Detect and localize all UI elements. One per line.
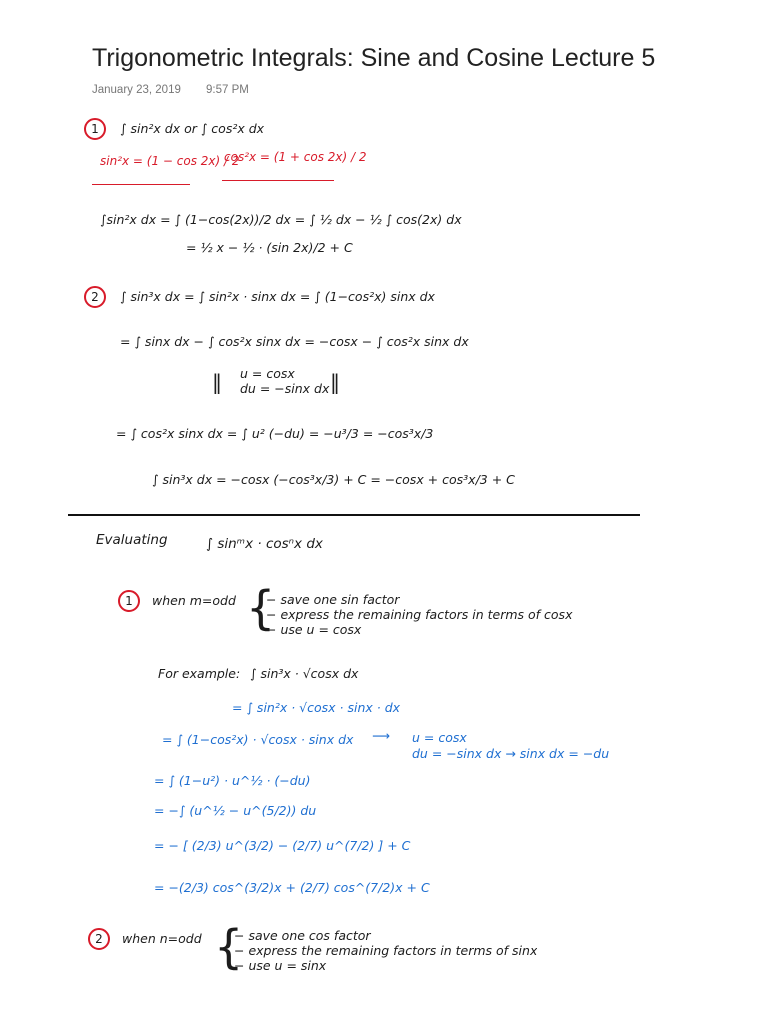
case-2-condition: when n=odd xyxy=(121,931,202,946)
case-1-brace: { xyxy=(246,581,276,635)
case-1-example-label: For example: xyxy=(158,666,241,681)
case-2-rules xyxy=(234,928,537,972)
identity-cos-underline xyxy=(222,180,334,181)
example-1-row xyxy=(84,118,264,140)
identity-sin: sin²x = (1 − cos 2x) / 2 xyxy=(100,154,240,168)
identity-sin-underline xyxy=(92,184,190,185)
case-1-step-3: = ∫ (1−u²) · u^½ · (−du) xyxy=(154,773,311,788)
section-divider xyxy=(68,514,640,516)
case-1-example: ∫ sin³x · √cosx dx xyxy=(250,666,359,681)
case-2-number: 2 xyxy=(88,928,110,950)
case-1-step-4: = −∫ (u^½ − u^(5/2)) du xyxy=(154,803,317,818)
case-1-arrow: ⟶ xyxy=(372,728,390,743)
example-2-sub-du: du = −sinx dx xyxy=(240,381,330,396)
case-1-sub-u: u = cosx xyxy=(412,730,467,745)
case-1-sub-du: du = −sinx dx → sinx dx = −du xyxy=(412,746,610,761)
case-1-number: 1 xyxy=(118,590,140,612)
example-2-number: 2 xyxy=(84,286,106,308)
case-1-rule: − save one sin factor xyxy=(266,592,400,607)
example-2-sub-u: u = cosx xyxy=(240,366,295,381)
case-1-row xyxy=(118,590,236,612)
case-1-condition: when m=odd xyxy=(151,593,236,608)
example-1-number: 1 xyxy=(84,118,106,140)
sub-bar-left: ‖ xyxy=(212,370,222,394)
case-2-rule: − save one cos factor xyxy=(234,928,371,943)
example-2-row xyxy=(84,286,435,308)
page-time: 9:57 PM xyxy=(206,84,249,96)
case-1-step-1: = ∫ sin²x · √cosx · sinx · dx xyxy=(232,700,401,715)
example-2-result: ∫ sin³x dx = −cosx (−cos³x/3) + C = −cosx + cos³x/3 + C xyxy=(152,472,515,487)
sub-bar-right: ‖ xyxy=(330,370,340,394)
example-1-problem: ∫ sin²x dx or ∫ cos²x dx xyxy=(119,121,265,136)
case-1-rule: − use u = cosx xyxy=(266,622,362,637)
example-2-step-1: ∫ sin³x dx = ∫ sin²x · sinx dx = ∫ (1−cos²x) sinx dx xyxy=(119,289,435,304)
example-2-step-2: = ∫ sinx dx − ∫ cos²x sinx dx = −cosx − ∫ cos²x sinx dx xyxy=(120,334,469,349)
example-1-step-1: ∫sin²x dx = ∫ (1−cos(2x))/2 dx = ∫ ½ dx − ½ ∫ cos(2x) dx xyxy=(100,212,462,227)
case-1-step-6: = −(2/3) cos^(3/2)x + (2/7) cos^(7/2)x + C xyxy=(154,880,430,895)
case-2-rule: − use u = sinx xyxy=(234,958,327,972)
identity-cos: cos²x = (1 + cos 2x) / 2 xyxy=(224,150,367,164)
case-1-step-2: = ∫ (1−cos²x) · √cosx · sinx dx xyxy=(162,732,354,747)
case-2-row xyxy=(88,928,202,950)
page-title: Trigonometric Integrals: Sine and Cosine Lecture 5 xyxy=(92,44,656,72)
case-1-rule: − express the remaining factors in terms of cosx xyxy=(266,607,573,622)
case-1-rules xyxy=(266,592,572,637)
evaluating-label: Evaluating xyxy=(96,532,168,548)
case-2-rule: − express the remaining factors in terms of sinx xyxy=(234,943,538,958)
case-2-brace: { xyxy=(214,920,244,974)
example-2-step-3: = ∫ cos²x sinx dx = ∫ u² (−du) = −u³/3 = −cos³x/3 xyxy=(116,426,434,441)
case-1-step-5: = − [ (2/3) u^(3/2) − (2/7) u^(7/2) ] + C xyxy=(154,838,411,853)
example-1-step-2: = ½ x − ½ · (sin 2x)/2 + C xyxy=(186,240,353,255)
evaluating-integral: ∫ sinᵐx · cosⁿx dx xyxy=(206,536,323,552)
page-date: January 23, 2019 xyxy=(92,84,181,96)
